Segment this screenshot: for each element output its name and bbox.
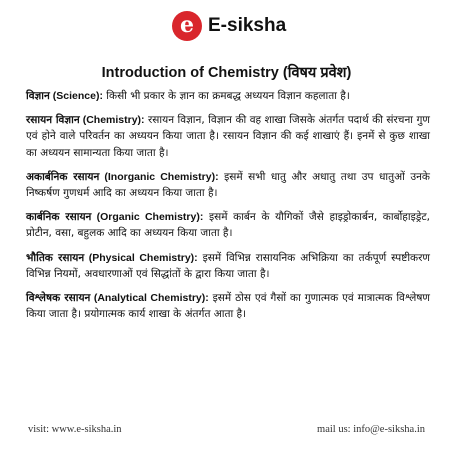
term-label: विज्ञान bbox=[26, 90, 50, 102]
logo-letter: e bbox=[180, 12, 194, 38]
term-english: (Analytical Chemistry): bbox=[90, 292, 209, 305]
page-footer bbox=[28, 424, 425, 435]
term-label: भौतिक रसायन bbox=[26, 251, 85, 264]
term-english: (Inorganic Chemistry): bbox=[99, 170, 219, 183]
page-title: Introduction of Chemistry (विषय प्रवेश) bbox=[101, 65, 352, 81]
term-label: कार्बनिक रसायन bbox=[26, 211, 92, 224]
brand-logo bbox=[172, 9, 286, 43]
footer-email-link[interactable]: mail us: info@e-siksha.in bbox=[317, 424, 425, 435]
paragraph-analytical bbox=[26, 290, 430, 322]
term-label: अकार्बनिक रसायन bbox=[26, 170, 100, 183]
term-english: (Physical Chemistry): bbox=[84, 251, 198, 264]
term-english: (Chemistry): bbox=[79, 114, 145, 127]
term-label: विश्लेषक रसायन bbox=[26, 292, 91, 305]
paragraph-text: इसमें सभी धातु और अधातु तथा उप धातुओं उनके निष्कर्षण गुणधर्म आदि का अध्ययन किया जाता है। bbox=[26, 170, 430, 200]
logo-badge bbox=[172, 11, 202, 41]
paragraph-text: इसमें ठोस एवं गैसों का गुणात्मक एवं मात्रात्मक विश्लेषण किया जाता है। प्रयोगात्मक कार्य शाखा के अंतर्गत आता है। bbox=[26, 292, 430, 321]
term-english: (Organic Chemistry): bbox=[91, 211, 204, 224]
paragraph-text: रसायन विज्ञान, विज्ञान की वह शाखा जिसके अंतर्गत पदार्थ की संरचना गुण एवं होने वाले परिवर्तन का अध्ययन किया जाता है। रसायन विज्ञान की कई शाखाएं हैं। इनमें से कुछ शाखा का अध्ययन सामान्यता किया जाता है। bbox=[26, 114, 430, 159]
content-body bbox=[26, 88, 430, 330]
paragraph-chemistry bbox=[26, 112, 430, 161]
term-label: रसायन विज्ञान bbox=[26, 114, 80, 127]
paragraph-text: इसमें कार्बन के यौगिकों जैसे हाइड्रोकार्बन, कार्बोहाइड्रेट, प्रोटीन, वसा, बहुलक आदि का अध्ययन किया जाता है। bbox=[26, 211, 431, 240]
paragraph-physical bbox=[26, 250, 430, 282]
paragraph-text: किसी भी प्रकार के ज्ञान का क्रमबद्ध अध्ययन विज्ञान कहलाता है। bbox=[102, 90, 350, 102]
paragraph-science bbox=[26, 88, 430, 104]
brand-name: E-siksha bbox=[208, 15, 287, 36]
paragraph-inorganic bbox=[26, 169, 430, 201]
paragraph-organic bbox=[26, 209, 430, 241]
footer-website-link[interactable]: visit: www.e-siksha.in bbox=[28, 424, 122, 435]
paragraph-text: इसमें विभिन्न रासायनिक अभिक्रिया का तर्कपूर्ण स्पष्टीकरण विभिन्न नियमों, अवधारणाओं एवं सिद्धांतों के द्वारा किया जाता है। bbox=[26, 251, 430, 280]
term-english: (Science): bbox=[49, 90, 103, 102]
